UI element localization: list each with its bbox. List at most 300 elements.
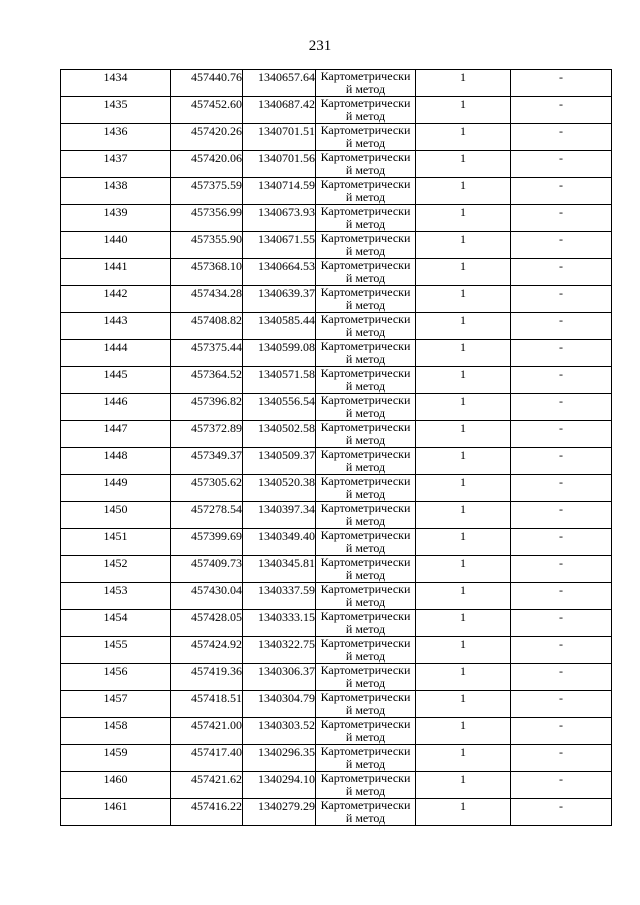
- y-coordinate-cell: [243, 340, 316, 367]
- count-cell: [416, 502, 511, 529]
- point-number-cell-text: 1442: [103, 286, 128, 300]
- point-number-cell: [61, 367, 171, 394]
- count-cell-text: 1: [460, 232, 466, 246]
- dash-cell: [511, 286, 612, 313]
- point-number-cell-text: 1435: [103, 97, 128, 111]
- method-cell-text: й метод: [345, 514, 386, 528]
- method-cell: [316, 232, 416, 259]
- dash-cell-text: -: [559, 286, 563, 300]
- dash-cell: [511, 259, 612, 286]
- dash-cell: [511, 610, 612, 637]
- table-row: [61, 259, 612, 286]
- dash-cell-text: -: [559, 583, 563, 597]
- method-cell-text: Картометрически: [320, 501, 411, 515]
- point-number-cell: [61, 799, 171, 826]
- method-cell: [316, 529, 416, 556]
- y-coordinate-cell-text: 1340294.10: [258, 772, 315, 786]
- dash-cell-text: -: [559, 151, 563, 165]
- y-coordinate-cell-text: 1340296.35: [258, 745, 315, 759]
- dash-cell: [511, 205, 612, 232]
- dash-cell-text: -: [559, 556, 563, 570]
- table-row: [61, 637, 612, 664]
- method-cell-text: Картометрически: [320, 555, 411, 569]
- y-coordinate-cell-text: 1340585.44: [258, 313, 315, 327]
- x-coordinate-cell: [171, 421, 243, 448]
- y-coordinate-cell: [243, 799, 316, 826]
- x-coordinate-cell-text: 457408.82: [191, 313, 242, 327]
- table-row: [61, 745, 612, 772]
- count-cell-text: 1: [460, 421, 466, 435]
- x-coordinate-cell: [171, 772, 243, 799]
- count-cell: [416, 70, 511, 97]
- point-number-cell-text: 1457: [103, 691, 128, 705]
- point-number-cell-text: 1460: [103, 772, 128, 786]
- count-cell-text: 1: [460, 259, 466, 273]
- count-cell: [416, 259, 511, 286]
- y-coordinate-cell-text: 1340322.75: [258, 637, 315, 651]
- y-coordinate-cell-text: 1340520.38: [258, 475, 315, 489]
- method-cell: [316, 394, 416, 421]
- method-cell-text: й метод: [345, 217, 386, 231]
- point-number-cell: [61, 475, 171, 502]
- count-cell-text: 1: [460, 151, 466, 165]
- x-coordinate-cell: [171, 151, 243, 178]
- dash-cell-text: -: [559, 475, 563, 489]
- table-row: [61, 502, 612, 529]
- method-cell: [316, 421, 416, 448]
- x-coordinate-cell-text: 457420.26: [191, 124, 242, 138]
- y-coordinate-cell: [243, 205, 316, 232]
- point-number-cell: [61, 745, 171, 772]
- method-cell-text: Картометрически: [320, 420, 411, 434]
- method-cell: [316, 799, 416, 826]
- point-number-cell: [61, 340, 171, 367]
- y-coordinate-cell-text: 1340306.37: [258, 664, 315, 678]
- table-row: [61, 691, 612, 718]
- count-cell: [416, 637, 511, 664]
- y-coordinate-cell-text: 1340304.79: [258, 691, 315, 705]
- count-cell-text: 1: [460, 772, 466, 786]
- method-cell: [316, 664, 416, 691]
- x-coordinate-cell-text: 457434.28: [191, 286, 242, 300]
- x-coordinate-cell-text: 457396.82: [191, 394, 242, 408]
- method-cell-text: й метод: [345, 325, 386, 339]
- point-number-cell-text: 1436: [103, 124, 128, 138]
- method-cell-text: Картометрически: [320, 393, 411, 407]
- dash-cell: [511, 637, 612, 664]
- count-cell: [416, 286, 511, 313]
- count-cell: [416, 394, 511, 421]
- y-coordinate-cell-text: 1340664.53: [258, 259, 315, 273]
- count-cell: [416, 340, 511, 367]
- dash-cell-text: -: [559, 664, 563, 678]
- count-cell-text: 1: [460, 664, 466, 678]
- x-coordinate-cell: [171, 97, 243, 124]
- method-cell-text: Картометрически: [320, 690, 411, 704]
- point-number-cell-text: 1440: [103, 232, 128, 246]
- method-cell-text: й метод: [345, 649, 386, 663]
- y-coordinate-cell: [243, 232, 316, 259]
- method-cell-text: й метод: [345, 298, 386, 312]
- x-coordinate-cell: [171, 259, 243, 286]
- table-body: [61, 70, 612, 826]
- table-row: [61, 151, 612, 178]
- dash-cell: [511, 583, 612, 610]
- x-coordinate-cell-text: 457355.90: [191, 232, 242, 246]
- count-cell-text: 1: [460, 205, 466, 219]
- method-cell-text: Картометрически: [320, 447, 411, 461]
- x-coordinate-cell: [171, 637, 243, 664]
- method-cell-text: й метод: [345, 271, 386, 285]
- y-coordinate-cell-text: 1340671.55: [258, 232, 315, 246]
- method-cell-text: й метод: [345, 379, 386, 393]
- x-coordinate-cell-text: 457375.59: [191, 178, 242, 192]
- table-row: [61, 286, 612, 313]
- point-number-cell-text: 1445: [103, 367, 128, 381]
- table-row: [61, 718, 612, 745]
- table-row: [61, 448, 612, 475]
- method-cell: [316, 259, 416, 286]
- table-row: [61, 340, 612, 367]
- y-coordinate-cell: [243, 691, 316, 718]
- y-coordinate-cell-text: 1340673.93: [258, 205, 315, 219]
- x-coordinate-cell: [171, 529, 243, 556]
- dash-cell: [511, 340, 612, 367]
- x-coordinate-cell: [171, 502, 243, 529]
- point-number-cell-text: 1448: [103, 448, 128, 462]
- y-coordinate-cell-text: 1340509.37: [258, 448, 315, 462]
- y-coordinate-cell: [243, 394, 316, 421]
- x-coordinate-cell: [171, 205, 243, 232]
- x-coordinate-cell: [171, 448, 243, 475]
- x-coordinate-cell: [171, 718, 243, 745]
- y-coordinate-cell-text: 1340714.59: [258, 178, 315, 192]
- count-cell-text: 1: [460, 340, 466, 354]
- table-row: [61, 313, 612, 340]
- x-coordinate-cell-text: 457430.04: [191, 583, 242, 597]
- x-coordinate-cell-text: 457417.40: [191, 745, 242, 759]
- point-number-cell-text: 1450: [103, 502, 128, 516]
- method-cell-text: Картометрически: [320, 582, 411, 596]
- count-cell: [416, 799, 511, 826]
- point-number-cell-text: 1443: [103, 313, 128, 327]
- count-cell-text: 1: [460, 799, 466, 813]
- method-cell-text: й метод: [345, 784, 386, 798]
- method-cell-text: й метод: [345, 811, 386, 825]
- y-coordinate-cell-text: 1340556.54: [258, 394, 315, 408]
- dash-cell: [511, 151, 612, 178]
- table-row: [61, 583, 612, 610]
- y-coordinate-cell: [243, 124, 316, 151]
- count-cell: [416, 151, 511, 178]
- point-number-cell: [61, 286, 171, 313]
- dash-cell-text: -: [559, 340, 563, 354]
- dash-cell: [511, 421, 612, 448]
- y-coordinate-cell: [243, 97, 316, 124]
- y-coordinate-cell-text: 1340701.51: [258, 124, 315, 138]
- point-number-cell: [61, 151, 171, 178]
- method-cell: [316, 367, 416, 394]
- count-cell: [416, 421, 511, 448]
- method-cell-text: Картометрически: [320, 204, 411, 218]
- x-coordinate-cell-text: 457278.54: [191, 502, 242, 516]
- point-number-cell: [61, 637, 171, 664]
- point-number-cell-text: 1444: [103, 340, 128, 354]
- table-row: [61, 610, 612, 637]
- dash-cell: [511, 691, 612, 718]
- method-cell-text: й метод: [345, 703, 386, 717]
- method-cell-text: Картометрически: [320, 231, 411, 245]
- dash-cell: [511, 70, 612, 97]
- count-cell: [416, 772, 511, 799]
- dash-cell: [511, 745, 612, 772]
- method-cell-text: Картометрически: [320, 636, 411, 650]
- y-coordinate-cell: [243, 610, 316, 637]
- point-number-cell: [61, 178, 171, 205]
- count-cell-text: 1: [460, 394, 466, 408]
- point-number-cell-text: 1449: [103, 475, 128, 489]
- count-cell: [416, 232, 511, 259]
- count-cell: [416, 313, 511, 340]
- count-cell-text: 1: [460, 313, 466, 327]
- coordinates-table: [60, 69, 612, 826]
- dash-cell: [511, 502, 612, 529]
- method-cell: [316, 502, 416, 529]
- x-coordinate-cell-text: 457421.62: [191, 772, 242, 786]
- point-number-cell-text: 1458: [103, 718, 128, 732]
- method-cell-text: Картометрически: [320, 474, 411, 488]
- x-coordinate-cell-text: 457421.00: [191, 718, 242, 732]
- y-coordinate-cell: [243, 583, 316, 610]
- point-number-cell-text: 1434: [103, 70, 128, 84]
- point-number-cell: [61, 772, 171, 799]
- x-coordinate-cell: [171, 583, 243, 610]
- dash-cell-text: -: [559, 178, 563, 192]
- point-number-cell: [61, 313, 171, 340]
- count-cell: [416, 745, 511, 772]
- dash-cell: [511, 178, 612, 205]
- dash-cell: [511, 124, 612, 151]
- method-cell-text: Картометрически: [320, 258, 411, 272]
- point-number-cell-text: 1437: [103, 151, 128, 165]
- x-coordinate-cell-text: 457368.10: [191, 259, 242, 273]
- method-cell-text: й метод: [345, 244, 386, 258]
- point-number-cell: [61, 556, 171, 583]
- method-cell: [316, 340, 416, 367]
- count-cell-text: 1: [460, 556, 466, 570]
- y-coordinate-cell-text: 1340701.56: [258, 151, 315, 165]
- y-coordinate-cell-text: 1340657.64: [258, 70, 315, 84]
- x-coordinate-cell-text: 457416.22: [191, 799, 242, 813]
- dash-cell: [511, 313, 612, 340]
- dash-cell: [511, 772, 612, 799]
- x-coordinate-cell: [171, 610, 243, 637]
- dash-cell-text: -: [559, 448, 563, 462]
- count-cell: [416, 448, 511, 475]
- method-cell-text: Картометрически: [320, 177, 411, 191]
- y-coordinate-cell: [243, 637, 316, 664]
- count-cell-text: 1: [460, 529, 466, 543]
- method-cell: [316, 772, 416, 799]
- count-cell-text: 1: [460, 583, 466, 597]
- x-coordinate-cell: [171, 340, 243, 367]
- y-coordinate-cell-text: 1340279.29: [258, 799, 315, 813]
- dash-cell: [511, 718, 612, 745]
- dash-cell-text: -: [559, 124, 563, 138]
- method-cell-text: й метод: [345, 352, 386, 366]
- method-cell: [316, 97, 416, 124]
- x-coordinate-cell: [171, 799, 243, 826]
- method-cell-text: й метод: [345, 109, 386, 123]
- count-cell: [416, 97, 511, 124]
- count-cell: [416, 664, 511, 691]
- point-number-cell-text: 1441: [103, 259, 128, 273]
- dash-cell: [511, 556, 612, 583]
- method-cell-text: й метод: [345, 406, 386, 420]
- y-coordinate-cell: [243, 502, 316, 529]
- y-coordinate-cell-text: 1340639.37: [258, 286, 315, 300]
- x-coordinate-cell: [171, 178, 243, 205]
- count-cell-text: 1: [460, 97, 466, 111]
- x-coordinate-cell-text: 457375.44: [191, 340, 242, 354]
- point-number-cell: [61, 259, 171, 286]
- x-coordinate-cell-text: 457409.73: [191, 556, 242, 570]
- count-cell-text: 1: [460, 691, 466, 705]
- dash-cell-text: -: [559, 502, 563, 516]
- x-coordinate-cell-text: 457305.62: [191, 475, 242, 489]
- point-number-cell-text: 1438: [103, 178, 128, 192]
- y-coordinate-cell: [243, 664, 316, 691]
- y-coordinate-cell-text: 1340333.15: [258, 610, 315, 624]
- point-number-cell-text: 1447: [103, 421, 128, 435]
- point-number-cell-text: 1451: [103, 529, 128, 543]
- count-cell-text: 1: [460, 178, 466, 192]
- x-coordinate-cell-text: 457372.89: [191, 421, 242, 435]
- y-coordinate-cell: [243, 151, 316, 178]
- table-row: [61, 70, 612, 97]
- x-coordinate-cell: [171, 556, 243, 583]
- method-cell: [316, 691, 416, 718]
- point-number-cell: [61, 448, 171, 475]
- method-cell-text: Картометрически: [320, 150, 411, 164]
- dash-cell: [511, 475, 612, 502]
- count-cell: [416, 691, 511, 718]
- table-row: [61, 529, 612, 556]
- table-row: [61, 232, 612, 259]
- x-coordinate-cell-text: 457418.51: [191, 691, 242, 705]
- y-coordinate-cell: [243, 70, 316, 97]
- method-cell-text: й метод: [345, 136, 386, 150]
- y-coordinate-cell: [243, 556, 316, 583]
- table-row: [61, 475, 612, 502]
- method-cell-text: Картометрически: [320, 798, 411, 812]
- x-coordinate-cell-text: 457452.60: [191, 97, 242, 111]
- table-row: [61, 97, 612, 124]
- method-cell-text: Картометрически: [320, 69, 411, 83]
- table-row: [61, 124, 612, 151]
- point-number-cell: [61, 124, 171, 151]
- method-cell: [316, 583, 416, 610]
- point-number-cell-text: 1455: [103, 637, 128, 651]
- y-coordinate-cell-text: 1340687.42: [258, 97, 315, 111]
- y-coordinate-cell-text: 1340303.52: [258, 718, 315, 732]
- point-number-cell: [61, 610, 171, 637]
- y-coordinate-cell: [243, 286, 316, 313]
- x-coordinate-cell: [171, 232, 243, 259]
- method-cell: [316, 124, 416, 151]
- x-coordinate-cell: [171, 286, 243, 313]
- y-coordinate-cell: [243, 529, 316, 556]
- method-cell-text: Картометрически: [320, 663, 411, 677]
- method-cell-text: й метод: [345, 676, 386, 690]
- method-cell-text: Картометрически: [320, 717, 411, 731]
- dash-cell-text: -: [559, 232, 563, 246]
- x-coordinate-cell-text: 457440.76: [191, 70, 242, 84]
- method-cell-text: й метод: [345, 757, 386, 771]
- y-coordinate-cell: [243, 259, 316, 286]
- dash-cell-text: -: [559, 718, 563, 732]
- dash-cell-text: -: [559, 70, 563, 84]
- method-cell-text: Картометрически: [320, 744, 411, 758]
- dash-cell: [511, 799, 612, 826]
- count-cell: [416, 367, 511, 394]
- method-cell-text: й метод: [345, 460, 386, 474]
- method-cell-text: Картометрически: [320, 366, 411, 380]
- point-number-cell: [61, 502, 171, 529]
- y-coordinate-cell: [243, 367, 316, 394]
- x-coordinate-cell-text: 457399.69: [191, 529, 242, 543]
- method-cell-text: Картометрически: [320, 528, 411, 542]
- method-cell-text: Картометрически: [320, 96, 411, 110]
- y-coordinate-cell-text: 1340502.58: [258, 421, 315, 435]
- point-number-cell: [61, 664, 171, 691]
- table-row: [61, 664, 612, 691]
- method-cell: [316, 610, 416, 637]
- point-number-cell: [61, 232, 171, 259]
- dash-cell-text: -: [559, 691, 563, 705]
- point-number-cell: [61, 718, 171, 745]
- y-coordinate-cell: [243, 475, 316, 502]
- method-cell: [316, 286, 416, 313]
- method-cell-text: й метод: [345, 82, 386, 96]
- count-cell-text: 1: [460, 718, 466, 732]
- y-coordinate-cell: [243, 178, 316, 205]
- count-cell-text: 1: [460, 286, 466, 300]
- point-number-cell: [61, 70, 171, 97]
- method-cell: [316, 178, 416, 205]
- dash-cell-text: -: [559, 745, 563, 759]
- dash-cell-text: -: [559, 97, 563, 111]
- count-cell: [416, 529, 511, 556]
- count-cell: [416, 178, 511, 205]
- count-cell-text: 1: [460, 637, 466, 651]
- point-number-cell: [61, 691, 171, 718]
- dash-cell-text: -: [559, 529, 563, 543]
- dash-cell-text: -: [559, 637, 563, 651]
- method-cell-text: й метод: [345, 730, 386, 744]
- dash-cell-text: -: [559, 205, 563, 219]
- count-cell: [416, 205, 511, 232]
- x-coordinate-cell-text: 457420.06: [191, 151, 242, 165]
- count-cell: [416, 556, 511, 583]
- x-coordinate-cell: [171, 367, 243, 394]
- y-coordinate-cell-text: 1340337.59: [258, 583, 315, 597]
- method-cell: [316, 718, 416, 745]
- method-cell-text: й метод: [345, 163, 386, 177]
- count-cell-text: 1: [460, 124, 466, 138]
- count-cell: [416, 610, 511, 637]
- point-number-cell: [61, 97, 171, 124]
